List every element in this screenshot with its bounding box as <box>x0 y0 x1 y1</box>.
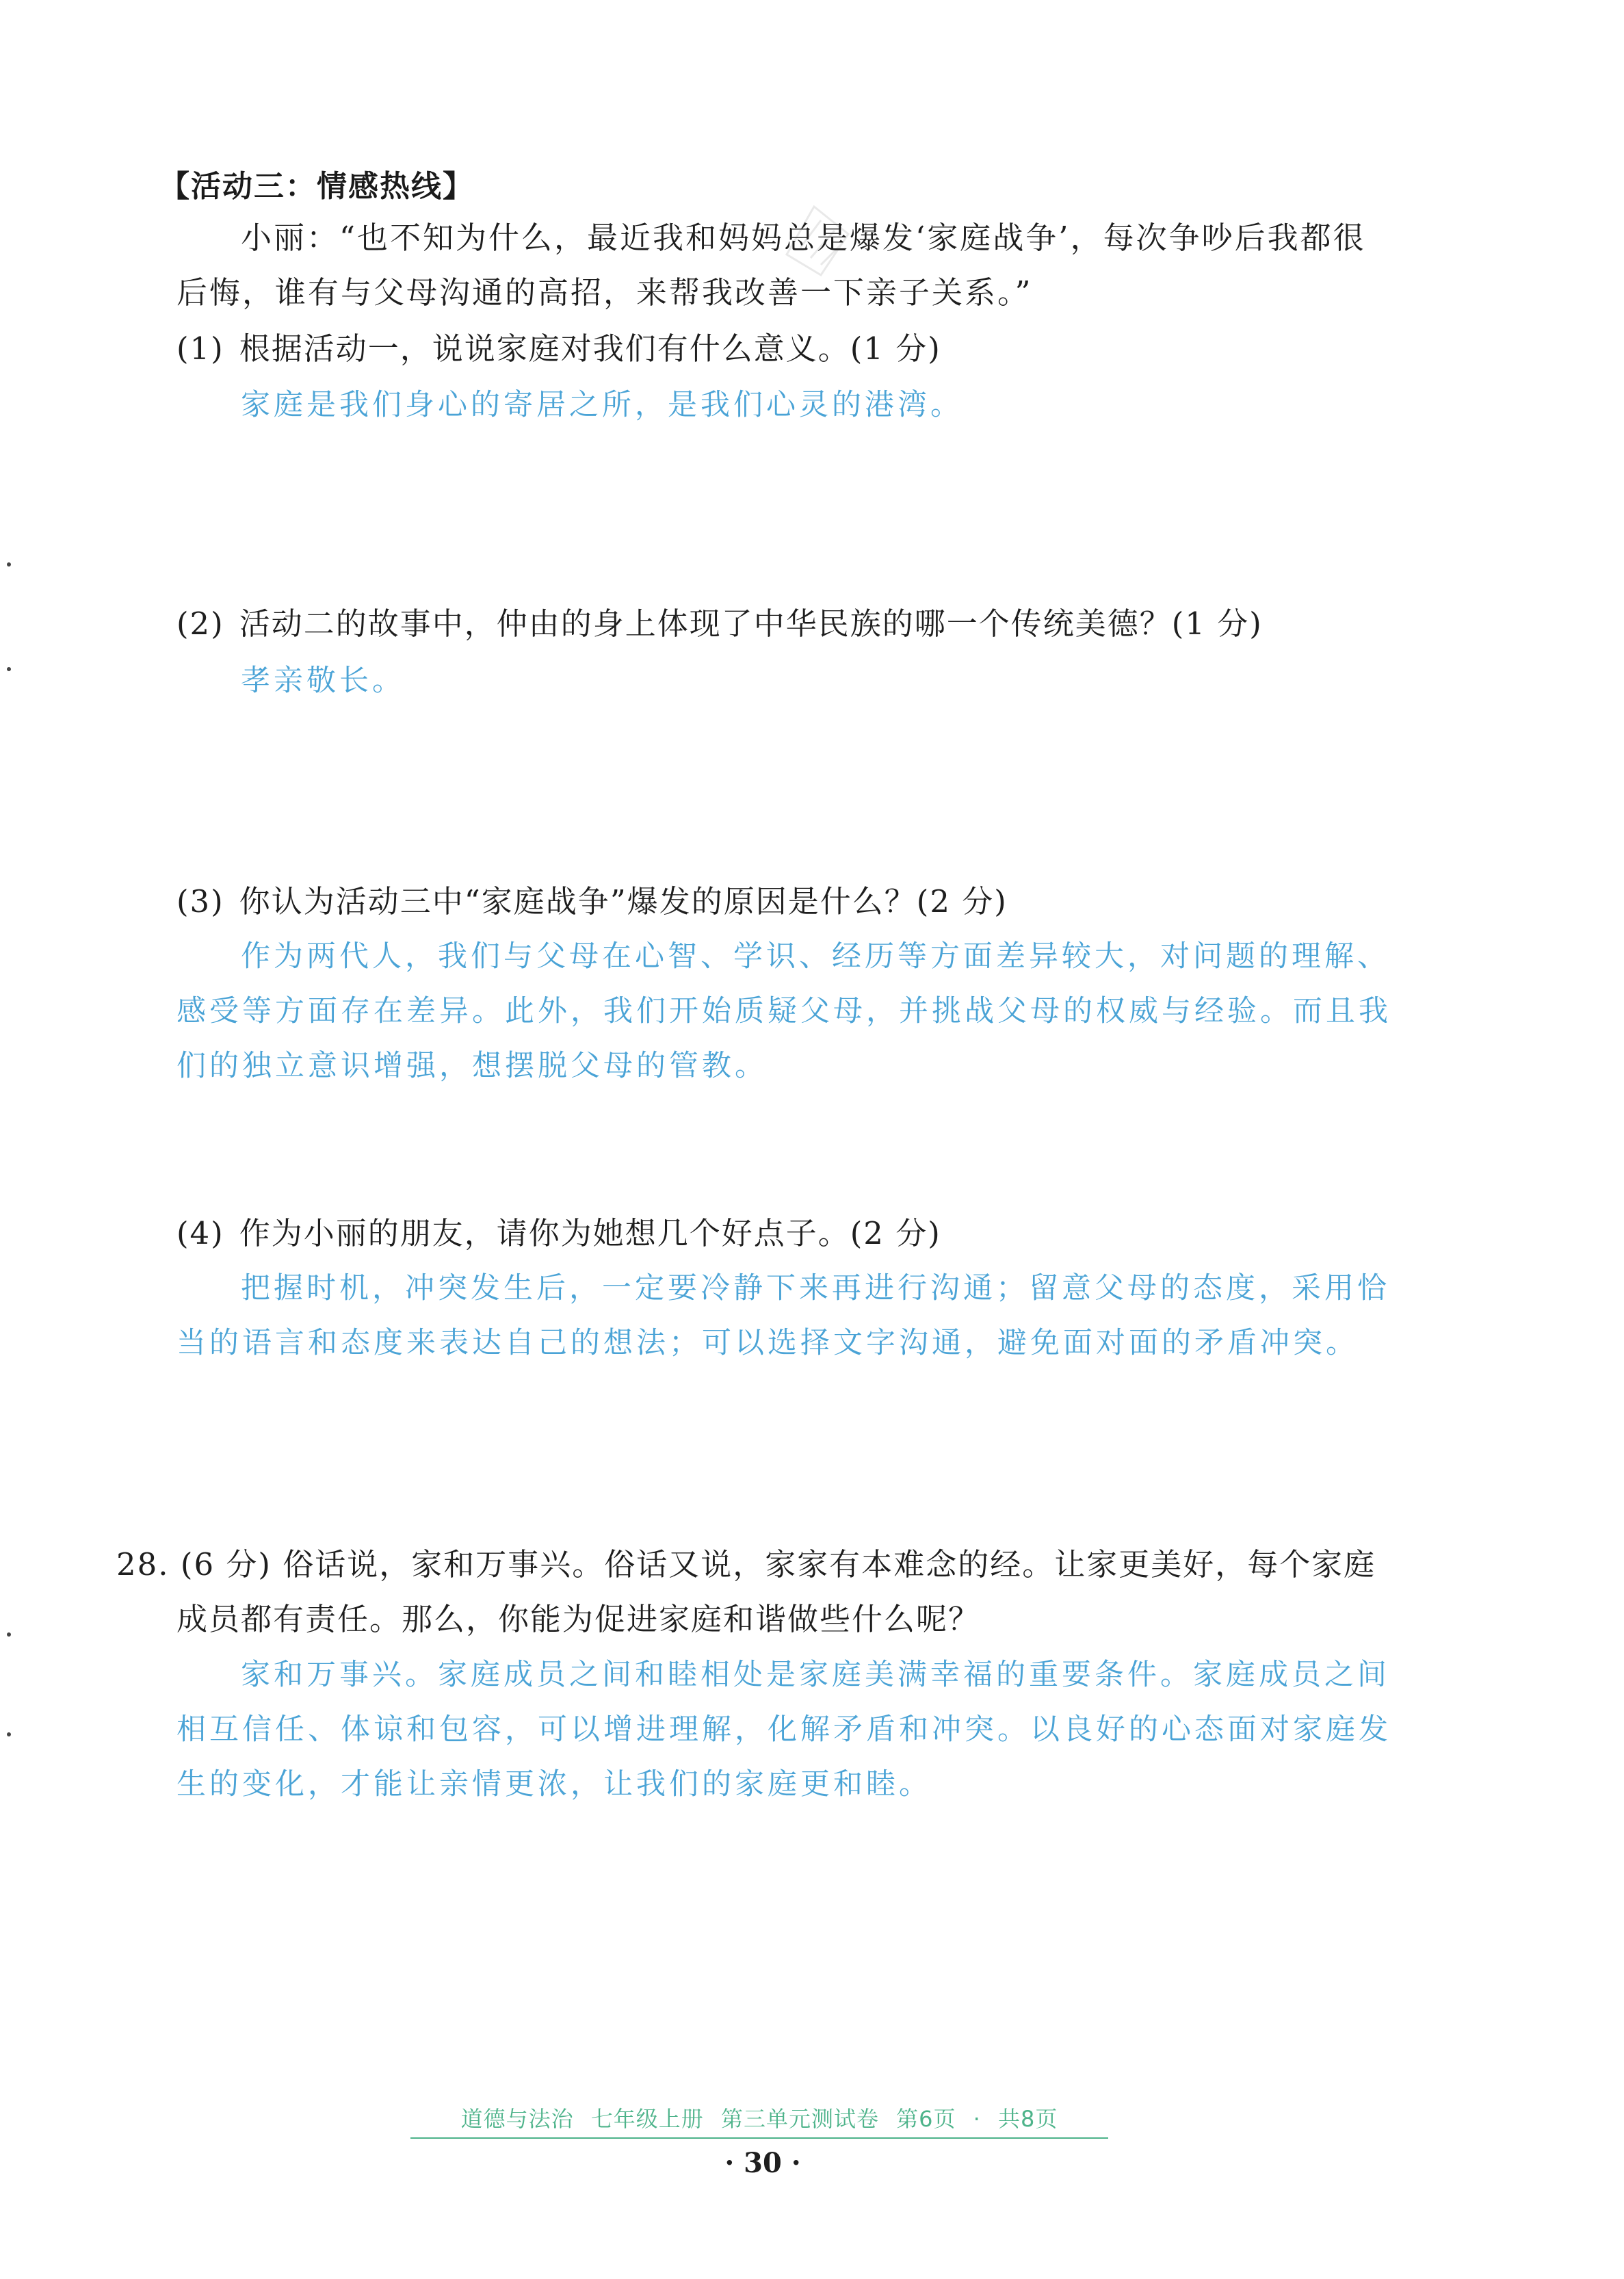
question-28 <box>116 1537 1402 1647</box>
question-text: 根据活动一，说说家庭对我们有什么意义。(1 分) <box>239 330 941 367</box>
margin-mark <box>7 1732 11 1736</box>
answer-line: 生的变化，才能让亲情更浓，让我们的家庭更和睦。 <box>176 1767 932 1801</box>
dialogue-line: 后悔，谁有与父母沟通的高招，来帮我改善一下亲子关系。” <box>176 274 1033 311</box>
question-text: 活动二的故事中，仲由的身上体现了中华民族的哪一个传统美德？(1 分) <box>239 605 1263 642</box>
margin-mark <box>7 667 11 671</box>
answer-line: 感受等方面存在差异。此外，我们开始质疑父母，并挑战父母的权威与经验。而且我 <box>176 994 1391 1028</box>
question-number: (2) <box>176 605 224 642</box>
answer-line: 当的语言和态度来表达自己的想法；可以选择文字沟通，避免面对面的矛盾冲突。 <box>176 1326 1359 1360</box>
question-number: (3) <box>176 883 224 920</box>
question-number: 28. <box>116 1546 170 1583</box>
question-text: 你认为活动三中“家庭战争”爆发的原因是什么？(2 分) <box>239 883 1008 920</box>
margin-mark <box>7 562 11 567</box>
question-text: 成员都有责任。那么，你能为促进家庭和谐做些什么呢？ <box>176 1601 981 1637</box>
question-3 <box>176 874 1408 929</box>
answer-line: 家庭是我们身心的寄居之所，是我们心灵的港湾。 <box>241 388 963 422</box>
answer-line: 相互信任、体谅和包容，可以增进理解，化解矛盾和冲突。以良好的心态面对家庭发 <box>176 1712 1391 1747</box>
question-text: (6 分) 俗话说，家和万事兴。俗话又说，家家有本难念的经。让家更美好，每个家庭 <box>180 1546 1376 1583</box>
answer-line: 孝亲敬长。 <box>241 664 405 698</box>
question-number: (4) <box>176 1215 224 1251</box>
question-1 <box>176 322 1408 376</box>
answer-line: 作为两代人，我们与父母在心智、学识、经历等方面差异较大，对问题的理解、 <box>241 939 1390 974</box>
answer-line: 把握时机，冲突发生后，一定要冷静下来再进行沟通；留意父母的态度，采用恰 <box>241 1271 1390 1305</box>
activity-title: 【活动三：情感热线】 <box>159 169 474 204</box>
answer-line: 家和万事兴。家庭成员之间和睦相处是家庭美满幸福的重要条件。家庭成员之间 <box>241 1658 1390 1692</box>
margin-mark <box>7 1632 11 1637</box>
question-2 <box>176 597 1408 651</box>
answer-line: 们的独立意识增强，想摆脱父母的管教。 <box>176 1049 768 1083</box>
dialogue-line: 小丽：“也不知为什么，最近我和妈妈总是爆发‘家庭战争’，每次争吵后我都很 <box>241 220 1366 256</box>
question-text: 作为小丽的朋友，请你为她想几个好点子。(2 分) <box>239 1215 941 1251</box>
footer-title: 道德与法治 七年级上册 第三单元测试卷 第6页 · 共8页 <box>410 2102 1108 2139</box>
page-number: · 30 · <box>724 2147 801 2179</box>
question-4 <box>176 1206 1408 1261</box>
question-number: (1) <box>176 330 224 367</box>
